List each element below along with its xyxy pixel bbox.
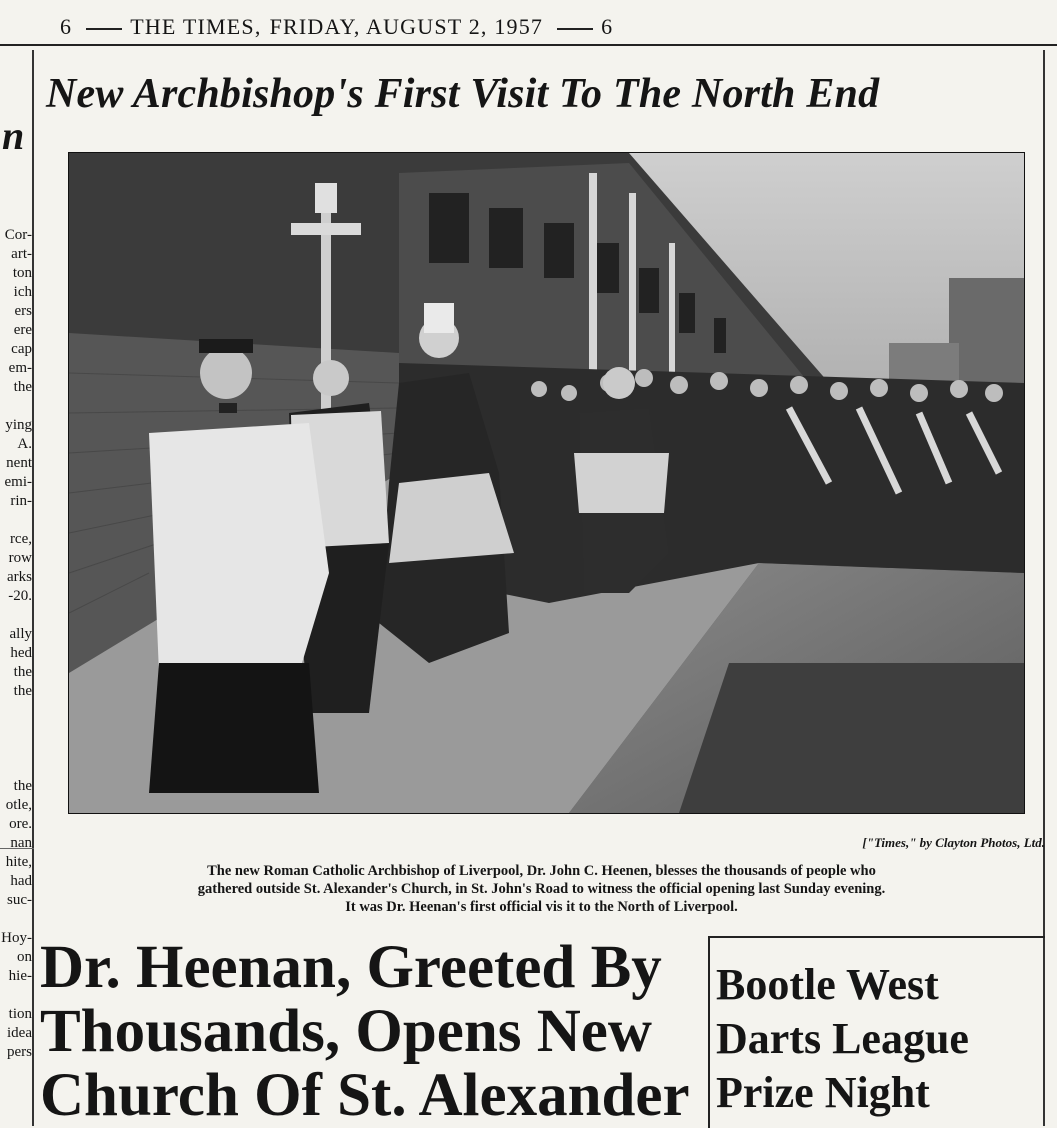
procession-photograph <box>68 152 1025 814</box>
adjacent-column-line: tion <box>8 1006 32 1022</box>
adjacent-column-line: on <box>17 949 32 965</box>
adjacent-column-line: ich <box>13 284 32 300</box>
caption-line-1: The new Roman Catholic Archbishop of Liverpool, Dr. John C. Heenen, blesses the thousands of people who <box>207 863 876 879</box>
column-rule-left <box>32 50 34 1126</box>
adjacent-column-line <box>1 397 32 416</box>
adjacent-column-line: emi- <box>4 474 32 490</box>
page-number-right: 6 <box>601 14 614 39</box>
adjacent-column-line <box>1 986 32 1005</box>
adjacent-column-line: the <box>13 778 32 794</box>
adjacent-column-line: nan <box>10 835 32 851</box>
adjacent-column-line <box>1 606 32 625</box>
adjacent-column-line <box>1 910 32 929</box>
adjacent-column-line <box>1 739 32 758</box>
adjacent-column-line: had <box>10 873 32 889</box>
story-headline-line-2: Thousands, Opens New <box>40 998 652 1065</box>
adjacent-column-line <box>1 720 32 739</box>
adjacent-column-line: arks <box>7 569 32 585</box>
adjacent-column-line: the <box>13 379 32 395</box>
adjacent-column-line: row <box>8 550 32 566</box>
adjacent-column-line: em- <box>8 360 32 376</box>
adjacent-column-line: ers <box>14 303 32 319</box>
adjacent-column-line: Cor- <box>4 227 32 243</box>
story-headline <box>40 936 708 1126</box>
adjacent-column-line: suc- <box>7 892 32 908</box>
sidebar-headline-line-3: Prize Night <box>716 1068 930 1117</box>
adjacent-column-line: idea <box>7 1025 32 1041</box>
adjacent-column-text <box>1 226 32 1062</box>
adjacent-column-line: the <box>13 683 32 699</box>
adjacent-column-line: rce, <box>9 531 32 547</box>
adjacent-column-line: ally <box>9 626 32 642</box>
adjacent-column-line <box>1 511 32 530</box>
sidebar-headline-line-1: Bootle West <box>716 960 939 1009</box>
adjacent-column-line: hite, <box>5 854 32 870</box>
newspaper-name: THE TIMES, <box>130 14 262 39</box>
sidebar-story-headline <box>716 958 1046 1120</box>
page-headline: New Archbishop's First Visit To The North End <box>46 71 880 117</box>
adjacent-column-line: hie- <box>8 968 32 984</box>
adjacent-column-line: ore. <box>9 816 32 832</box>
adjacent-column-line <box>1 758 32 777</box>
adjacent-column-line: pers <box>7 1044 32 1060</box>
adjacent-column-line <box>1 701 32 720</box>
procession-photo-image <box>69 153 1024 813</box>
photo-caption <box>44 862 1039 916</box>
page-number-left: 6 <box>60 14 73 39</box>
masthead-rule-right <box>557 28 593 30</box>
masthead-divider <box>0 44 1057 46</box>
adjacent-column-line: the <box>13 664 32 680</box>
masthead-rule-left <box>86 28 122 30</box>
adjacent-column-line: art- <box>11 246 32 262</box>
adjacent-column-line: -20. <box>8 588 32 604</box>
photo-credit: ["Times," by Clayton Photos, Ltd. <box>862 835 1045 850</box>
adjacent-column-line: A. <box>17 436 32 452</box>
adjacent-column-fragment <box>0 110 32 1126</box>
caption-line-3: It was Dr. Heenan's first official vis it to the North of Liverpool. <box>345 899 738 915</box>
masthead <box>60 14 820 46</box>
adjacent-column-line: ying <box>5 417 32 433</box>
sidebar-headline-line-2: Darts League <box>716 1014 969 1063</box>
story-headline-line-1: Dr. Heenan, Greeted By <box>40 936 662 1001</box>
adjacent-column-line: nent <box>6 455 32 471</box>
adjacent-column-line: Hoy- <box>1 930 32 946</box>
adjacent-column-line: cap <box>11 341 32 357</box>
adjacent-heading-fragment: n <box>2 113 25 158</box>
adjacent-column-line: otle, <box>5 797 32 813</box>
caption-line-2: gathered outside St. Alexander's Church, in St. John's Road to witness the official opening last Sunday evening. <box>197 881 886 897</box>
adjacent-column-line: ere <box>13 322 32 338</box>
adjacent-column-line: hed <box>10 645 32 661</box>
adjacent-column-line: ton <box>12 265 32 281</box>
story-headline-line-3: Church Of St. Alexander <box>40 1062 690 1126</box>
issue-date: FRIDAY, AUGUST 2, 1957 <box>269 14 544 39</box>
adjacent-column-line: rin- <box>10 493 32 509</box>
